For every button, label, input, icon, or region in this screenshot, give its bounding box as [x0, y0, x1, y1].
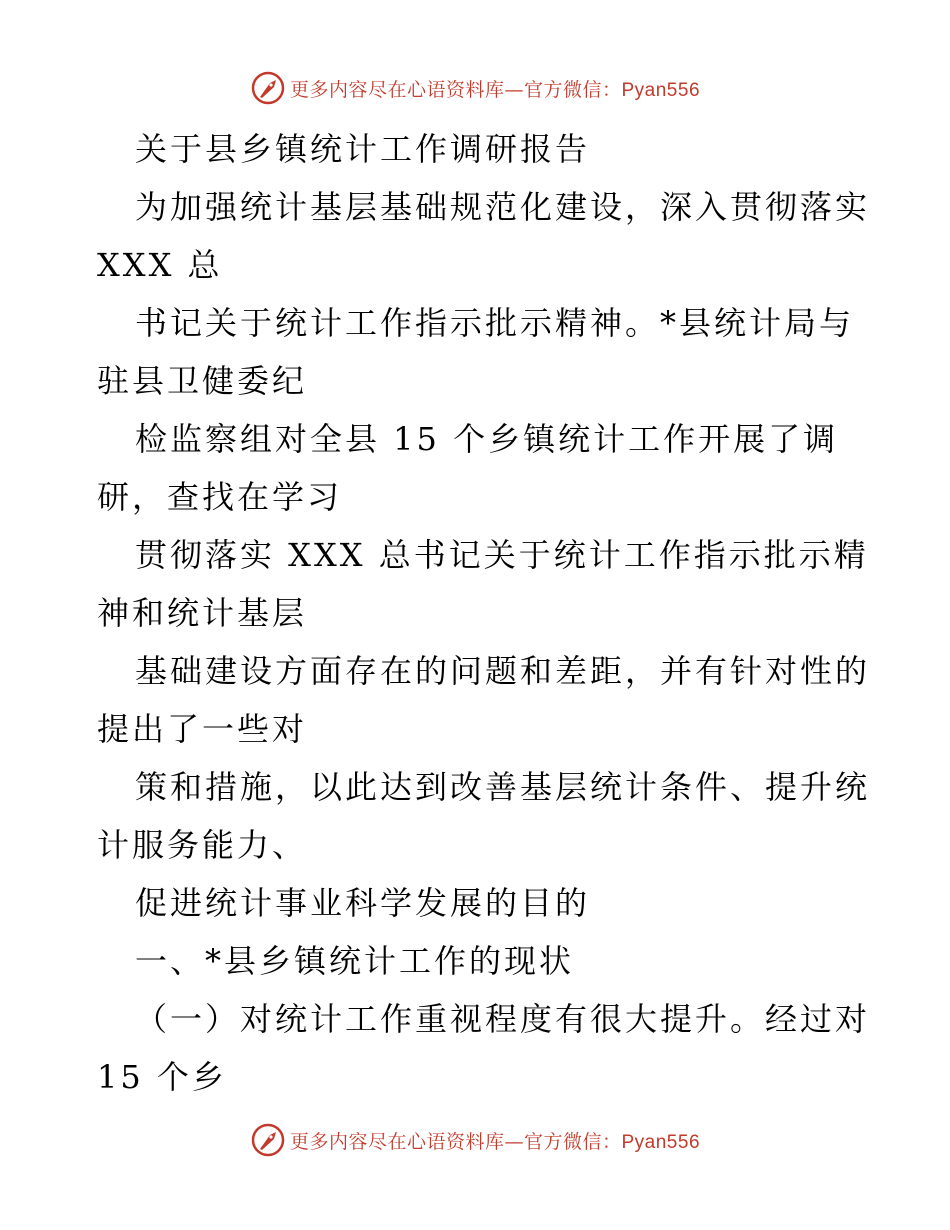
text-line: 策和措施，以此达到改善基层统计条件、提升统 — [135, 768, 871, 806]
footer-watermark — [0, 1120, 950, 1160]
watermark-account: Pyan556 — [621, 79, 701, 101]
text-line: 检监察组对全县 15 个乡镇统计工作开展了调 — [135, 420, 839, 458]
document-title: 关于县乡镇统计工作调研报告 — [135, 130, 591, 168]
text-line: 15 个乡 — [97, 1058, 227, 1096]
text-line: 研，查找在学习 — [97, 478, 343, 516]
text-line: 书记关于统计工作指示批示精神。*县统计局与 — [135, 304, 855, 342]
document-body — [97, 120, 871, 1106]
text-line: 基础建设方面存在的问题和差距，并有针对性的 — [135, 652, 871, 690]
subsection-heading: （一）对统计工作重视程度有很大提升。经过对 — [135, 1000, 871, 1038]
text-line: XXX 总 — [97, 246, 223, 284]
watermark-account: Pyan556 — [621, 1131, 701, 1153]
text-line: 提出了一些对 — [97, 710, 308, 748]
text-line: 为加强统计基层基础规范化建设，深入贯彻落实 — [135, 188, 871, 226]
watermark-text: 更多内容尽在心语资料库—官方微信：Pyan556 — [289, 1130, 701, 1153]
text-line: 神和统计基层 — [97, 594, 308, 632]
text-line: 贯彻落实 XXX 总书记关于统计工作指示批示精 — [135, 536, 869, 574]
text-line: 计服务能力、 — [97, 826, 308, 864]
header-watermark — [0, 68, 950, 108]
section-heading: 一、*县乡镇统计工作的现状 — [135, 942, 575, 980]
watermark-text: 更多内容尽在心语资料库—官方微信：Pyan556 — [289, 78, 701, 101]
text-line: 促进统计事业科学发展的目的 — [135, 884, 591, 922]
text-line: 驻县卫健委纪 — [97, 362, 308, 400]
pen-nib-logo-icon — [250, 70, 286, 106]
pen-nib-logo-icon — [250, 1122, 286, 1158]
